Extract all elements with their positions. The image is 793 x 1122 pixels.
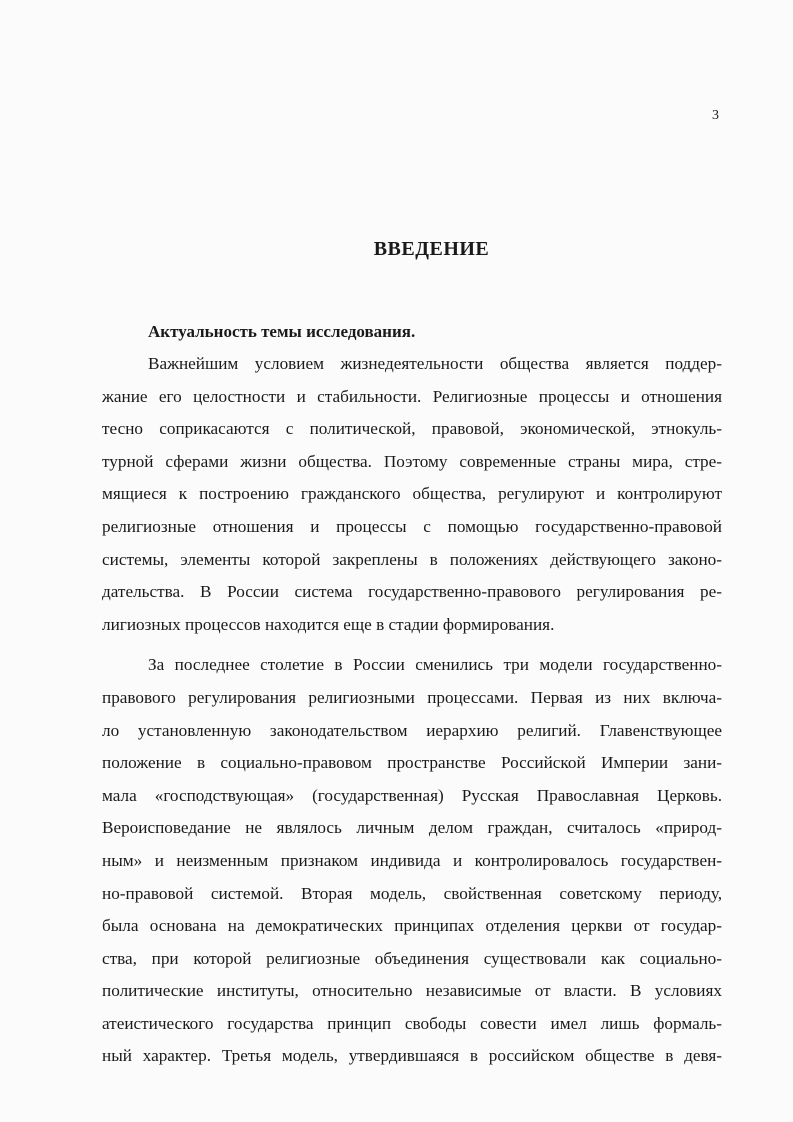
paragraph-line: мящиеся к построению гражданского общества, регулируют и контролируют: [102, 484, 722, 504]
paragraph-line: Вероисповедание не являлось личным делом граждан, считалось «природ-: [102, 818, 722, 838]
paragraph-line: ный характер. Третья модель, утвердившаяся в российском обществе в девя-: [102, 1046, 722, 1066]
paragraph-line: За последнее столетие в России сменились три модели государственно-: [148, 655, 722, 675]
body-text: [102, 348, 722, 1073]
paragraph-line: тесно соприкасаются с политической, правовой, экономической, этнокуль-: [102, 419, 722, 439]
paragraph-line: турной сферами жизни общества. Поэтому современные страны мира, стре-: [102, 451, 722, 471]
subsection-heading: Актуальность темы исследования.: [148, 322, 416, 341]
paragraph-line: атеистического государства принцип свободы совести имел лишь формаль-: [102, 1013, 722, 1033]
paragraph-line: религиозные отношения и процессы с помощью государственно-правовой: [102, 516, 722, 536]
paragraph-line: была основана на демократических принципах отделения церкви от государ-: [102, 916, 722, 936]
paragraph-line: политические институты, относительно независимые от власти. В условиях: [102, 981, 722, 1001]
paragraph-line: дательства. В России система государственно-правового регулирования ре-: [102, 582, 722, 602]
paragraph-line: но-правовой системой. Вторая модель, свойственная советскому периоду,: [102, 883, 722, 903]
paragraph-line: лигиозных процессов находится еще в стадии формирования.: [102, 614, 555, 634]
paragraph-line: системы, элементы которой закреплены в положениях действующего законо-: [102, 549, 722, 569]
paragraph-line: Важнейшим условием жизнедеятельности общества является поддер-: [148, 354, 722, 373]
paragraph-2: [102, 649, 722, 1073]
paragraph-line: ло установленную законодательством иерархию религий. Главенствующее: [102, 720, 722, 740]
page-number: 3: [712, 108, 719, 123]
paragraph-line: правового регулирования религиозными процессами. Первая из них включа-: [102, 687, 722, 707]
paragraph-line: ным» и неизменным признаком индивида и контролировалось государствен-: [102, 850, 722, 870]
section-heading: ВВЕДЕНИЕ: [373, 238, 490, 260]
paragraph-line: ства, при которой религиозные объединения существовали как социально-: [102, 948, 722, 968]
paragraph-1: [102, 348, 722, 641]
paragraph-line: мала «господствующая» (государственная) Русская Православная Церковь.: [102, 785, 722, 805]
paragraph-line: жание его целостности и стабильности. Религиозные процессы и отношения: [102, 386, 722, 406]
paragraph-line: положение в социально-правовом пространстве Российской Империи зани-: [102, 753, 722, 773]
